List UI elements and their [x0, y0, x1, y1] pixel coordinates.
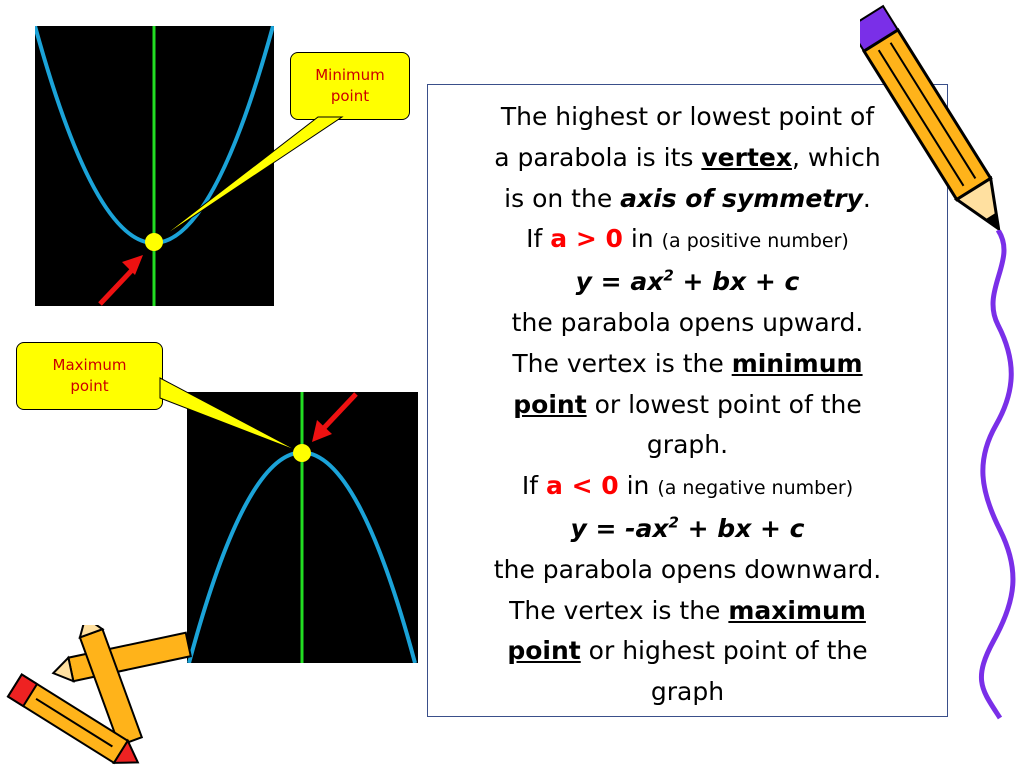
text-line: the parabola opens upward. [511, 307, 864, 337]
condition-negative: a < 0 [546, 471, 619, 501]
equation-negative: $y = -ax^2$ + bx + c [570, 513, 805, 543]
axis-of-symmetry-term: axis of symmetry [620, 183, 863, 213]
point-term: point [507, 636, 581, 666]
squiggle-decoration [978, 230, 1018, 720]
text-line: graph [650, 677, 725, 707]
maximum-point-callout [16, 342, 163, 410]
graph-downward-parabola [187, 392, 418, 663]
crayon-icon [0, 625, 200, 765]
callout-label: point [330, 87, 370, 105]
text-line: If a > 0 in (a positive number) [526, 224, 849, 254]
pencil-icon [860, 2, 1010, 252]
text-line: point or lowest point of the [513, 389, 862, 419]
text-line: is on the axis of symmetry. [504, 183, 871, 213]
text-line: The vertex is the minimum [512, 348, 863, 378]
vertex-term: vertex [701, 142, 792, 172]
condition-positive: a > 0 [550, 224, 623, 254]
text-line: point or highest point of the [507, 636, 868, 666]
upward-parabola-plot [35, 26, 274, 306]
equation-positive: $y = ax^2$ + bx + c [575, 266, 800, 297]
text-line: The highest or lowest point of [500, 102, 875, 131]
maximum-term: maximum [728, 595, 866, 625]
text-line: the parabola opens downward. [493, 554, 882, 584]
callout-label: Minimum [315, 66, 385, 84]
graph-upward-parabola [35, 26, 274, 306]
point-term: point [513, 389, 587, 419]
downward-parabola-plot [187, 392, 418, 663]
minimum-term: minimum [731, 348, 863, 378]
callout-label: point [70, 377, 109, 395]
minimum-point-callout [290, 52, 410, 120]
callout-label: Maximum [52, 356, 127, 374]
text-line: The vertex is the maximum [509, 595, 866, 625]
text-line: If a < 0 in (a negative number) [521, 471, 854, 501]
text-line: graph. [646, 430, 729, 460]
text-line: a parabola is its vertex, which [494, 142, 881, 172]
